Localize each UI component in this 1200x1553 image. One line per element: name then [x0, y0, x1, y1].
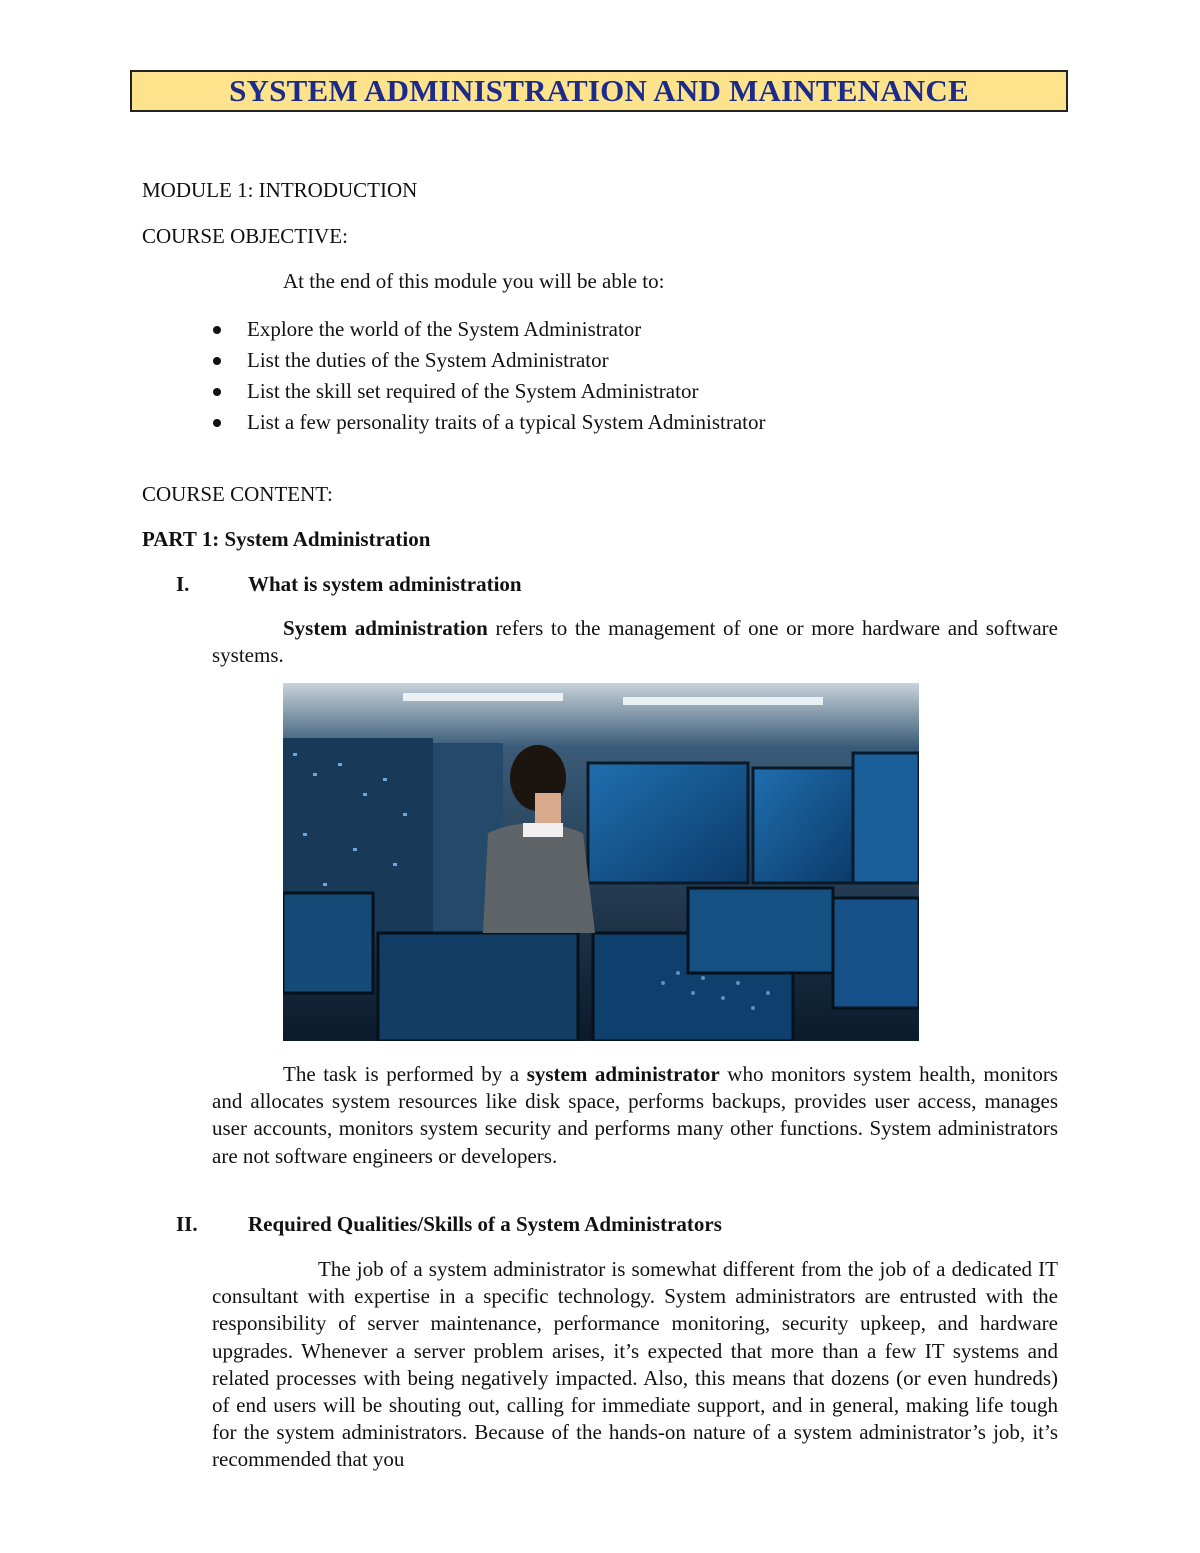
- objective-item: Explore the world of the System Administrator: [210, 314, 765, 345]
- objective-item: List the skill set required of the System Administrator: [210, 376, 765, 407]
- definition-paragraph: [212, 615, 1058, 669]
- task-text-start: The task is performed by a: [283, 1062, 527, 1086]
- server-room-photo: [283, 683, 919, 1041]
- objective-intro: At the end of this module you will be able to:: [283, 269, 665, 293]
- objectives-list: [210, 314, 765, 438]
- qualities-paragraph: The job of a system administrator is somewhat different from the job of a dedicated IT consultant with expertise in a specific technology. System administrators are entrusted with the responsibility of server maintenance, performance monitoring, security upkeep, and hardware upgrades. Whenever a server problem arises, it’s expected that more than a few IT systems and related processes with being negatively impacted. Also, this means that dozens (or even hundreds) of end users will be shouting out, calling for immediate support, and in general, making life tough for the system administrators. Because of the hands-on nature of a system administrator’s job, it’s recommended that you: [212, 1257, 1058, 1472]
- definition-term: System administration: [283, 616, 488, 640]
- objective-item: List a few personality traits of a typical System Administrator: [210, 407, 765, 438]
- content-heading: COURSE CONTENT:: [142, 482, 333, 506]
- module-heading: MODULE 1: INTRODUCTION: [142, 178, 418, 202]
- section-2-number: II.: [176, 1212, 198, 1236]
- section-1-heading: What is system administration: [248, 572, 522, 596]
- part-heading: PART 1: System Administration: [142, 527, 431, 551]
- document-title-box: [130, 70, 1068, 112]
- admin-task-paragraph: [212, 1061, 1058, 1170]
- objective-item: List the duties of the System Administrator: [210, 345, 765, 376]
- objective-heading: COURSE OBJECTIVE:: [142, 224, 348, 248]
- section-1-number: I.: [176, 572, 190, 596]
- section-2-heading: Required Qualities/Skills of a System Administrators: [248, 1212, 722, 1236]
- admin-term: system administrator: [526, 1062, 720, 1086]
- definition-text: refers to the management of one or more hardware and software systems.: [212, 616, 1058, 668]
- document-title: SYSTEM ADMINISTRATION AND MAINTENANCE: [229, 73, 969, 108]
- task-text-rest: who monitors system health, monitors and allocates system resources like disk space, performs backups, provides user access, manages user accounts, monitors system security and performs many other functions. System administrators are not software engineers or developers.: [212, 1062, 1058, 1168]
